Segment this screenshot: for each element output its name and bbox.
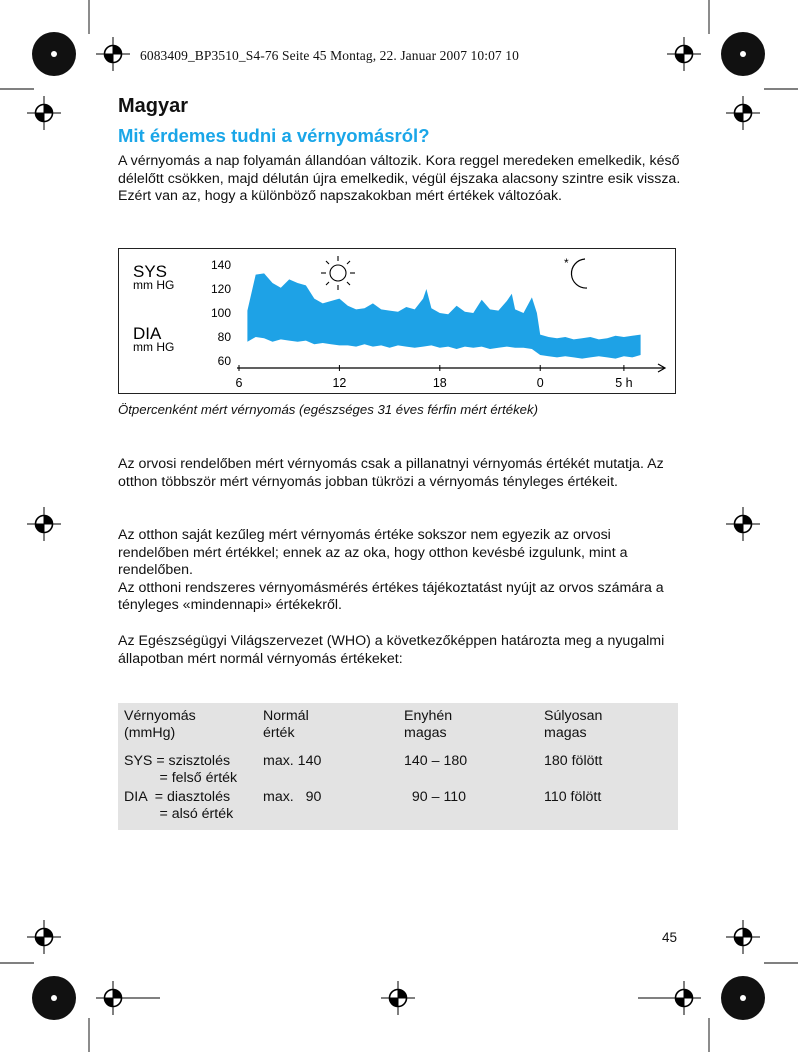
- pressure-range-band: [247, 273, 640, 358]
- print-slug: 6083409_BP3510_S4-76 Seite 45 Montag, 22. Januar 2007 10:07 10: [140, 48, 519, 63]
- sys-unit: mm HG: [133, 278, 175, 292]
- table-header: Súlyosan magas: [544, 708, 603, 742]
- y-tick-label: 120: [210, 282, 231, 296]
- table-cell: max. 140: [263, 753, 322, 769]
- table-cell: 180 fölött: [544, 753, 603, 769]
- paragraph-text: Az otthon saját kezűleg mért vérnyomás értéke sokszor nem egyezik az orvosi rendelőben mért értékkel; ennek az az oka, hogy otthon kevésbé izgulunk, mint a rendelőben.: [118, 527, 628, 579]
- moon-icon: [564, 256, 587, 288]
- y-tick-label: 60: [217, 354, 231, 368]
- table-header: Enyhén magas: [404, 708, 453, 742]
- table-cell: 110 fölött: [544, 789, 602, 805]
- starburst-mark-icon: [32, 976, 76, 1020]
- x-tick-label: 18: [432, 376, 447, 390]
- chart-canvas: [119, 249, 675, 393]
- table-cell: DIA = diasztolés = alsó érték: [124, 789, 234, 823]
- table-header: Vérnyomás (mmHg): [124, 708, 196, 742]
- y-tick-label: 100: [210, 306, 231, 320]
- intro-paragraph: [118, 153, 683, 206]
- starburst-mark-icon: [721, 976, 765, 1020]
- table-header: Normál érték: [263, 708, 309, 742]
- paragraph-text: Az orvosi rendelőben mért vérnyomás csak a pillanatnyi vérnyomás értékét mutatja. Az otthon többször mért vérnyomás jobban tükrözi a vérnyomás tényleges értékeit.: [118, 456, 664, 490]
- page-number: 45: [662, 930, 678, 945]
- who-table: [118, 703, 678, 830]
- y-tick-label: 80: [217, 330, 231, 344]
- starburst-mark-icon: [32, 32, 76, 76]
- page-title: Mit érdemes tudni a vérnyomásról?: [118, 125, 430, 146]
- x-tick-label: 12: [332, 376, 347, 390]
- chart-caption: Ötpercenként mért vérnyomás (egészséges 31 éves férfin mért értékek): [118, 402, 538, 417]
- starburst-mark-icon: [721, 32, 765, 76]
- x-tick-label: 0: [536, 376, 544, 390]
- paragraph-home: [118, 527, 683, 615]
- section-language: Magyar: [118, 95, 189, 117]
- table-cell: SYS = szisztolés = felső érték: [124, 753, 238, 787]
- svg-text:*: *: [564, 256, 569, 270]
- y-tick-label: 140: [210, 258, 231, 272]
- x-tick-label: 5 h: [615, 376, 633, 390]
- paragraph-text: Az otthoni rendszeres vérnyomásmérés értékes tájékoztatást nyújt az orvos számára a tényleges «mindennapi» értékekről.: [118, 579, 664, 614]
- table-cell: 90 – 110: [404, 789, 467, 805]
- sun-icon: [321, 256, 355, 290]
- intro-text: A vérnyomás a nap folyamán állandóan változik. Kora reggel meredeken emelkedik, késő délelőtt csökken, majd délután újra emelkedik, végül éjszaka alacsony szintre esik vissza. Ezért van az, hogy a különböző napszakokban mért értékek változóak.: [118, 153, 681, 205]
- dia-unit: mm HG: [133, 340, 175, 354]
- x-tick-label: 6: [235, 376, 243, 390]
- paragraph-text: Az Egészségügyi Világszervezet (WHO) a következőképpen határozta meg a nyugalmi állapotban mért normál vérnyomás értékeket:: [118, 633, 665, 667]
- table-cell: 140 – 180: [404, 753, 468, 769]
- paragraph-office: [118, 456, 683, 491]
- blood-pressure-chart: [118, 248, 676, 394]
- sys-label: SYS: [133, 262, 168, 281]
- dia-label: DIA: [133, 324, 162, 343]
- paragraph-who: [118, 633, 683, 668]
- table-cell: max. 90: [263, 789, 322, 805]
